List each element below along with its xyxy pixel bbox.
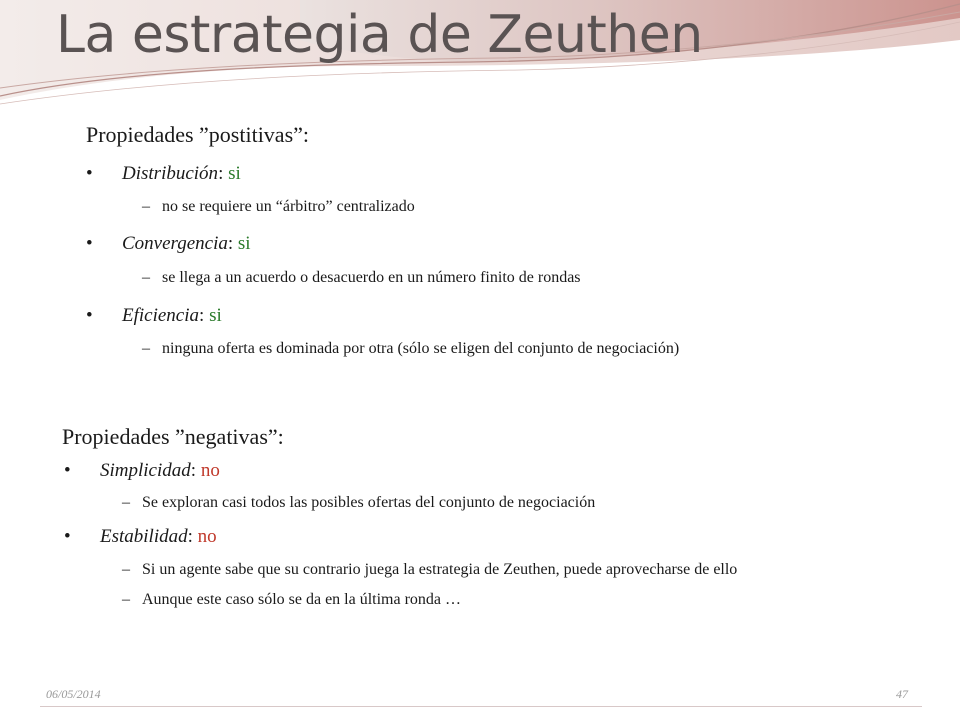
dash: – [142,198,150,215]
negative-detail [122,561,738,579]
colon: : [187,526,198,547]
detail-text: Se exploran casi todos las posibles ofertas del conjunto de negociación [142,494,596,511]
positive-detail [142,198,415,216]
bullet: • [86,233,93,254]
dash: – [122,494,130,511]
dash: – [142,340,150,357]
negative-detail [122,494,596,512]
bullet: • [86,305,93,326]
detail-text: Si un agente sabe que su contrario juega la estrategia de Zeuthen, puede aprovecharse de ello [142,561,738,578]
positive-heading: Propiedades ”postitivas”: [86,122,310,147]
footer-date: 06/05/2014 [46,687,101,701]
value-no: no [200,460,220,481]
bullet: • [64,526,71,547]
term: Distribución [122,163,219,184]
detail-text: Aunque este caso sólo se da en la última ronda … [142,591,462,608]
detail-text: ninguna oferta es dominada por otra (sólo se eligen del conjunto de negociación) [162,340,680,357]
bullet: • [64,460,71,481]
detail-text: se llega a un acuerdo o desacuerdo en un número finito de rondas [162,269,581,286]
detail-text: no se requiere un “árbitro” centralizado [162,198,415,215]
term: Eficiencia [122,305,200,326]
value-yes: si [228,163,241,184]
negative-item-stability [64,526,217,548]
dash: – [142,269,150,286]
positive-detail [142,340,680,358]
positive-item-convergence [86,233,251,255]
footer-page-number: 47 [896,687,908,701]
positive-item-distribution [86,163,241,185]
slide-title: La estrategia de Zeuthen [56,5,703,65]
negative-heading: Propiedades ”negativas”: [62,424,284,449]
positive-detail [142,269,581,287]
term: Convergencia [122,233,228,254]
dash: – [122,591,130,608]
bullet: • [86,163,93,184]
footer-divider [40,706,922,707]
value-no: no [197,526,217,547]
term: Estabilidad [100,526,188,547]
colon: : [190,460,201,481]
dash: – [122,561,130,578]
positive-item-efficiency [86,305,222,327]
value-yes: si [209,305,222,326]
negative-item-simplicity [64,460,220,482]
value-yes: si [237,233,251,254]
negative-detail [122,591,462,609]
colon: : [218,163,229,184]
term: Simplicidad [100,460,191,481]
colon: : [227,233,238,254]
colon: : [199,305,210,326]
